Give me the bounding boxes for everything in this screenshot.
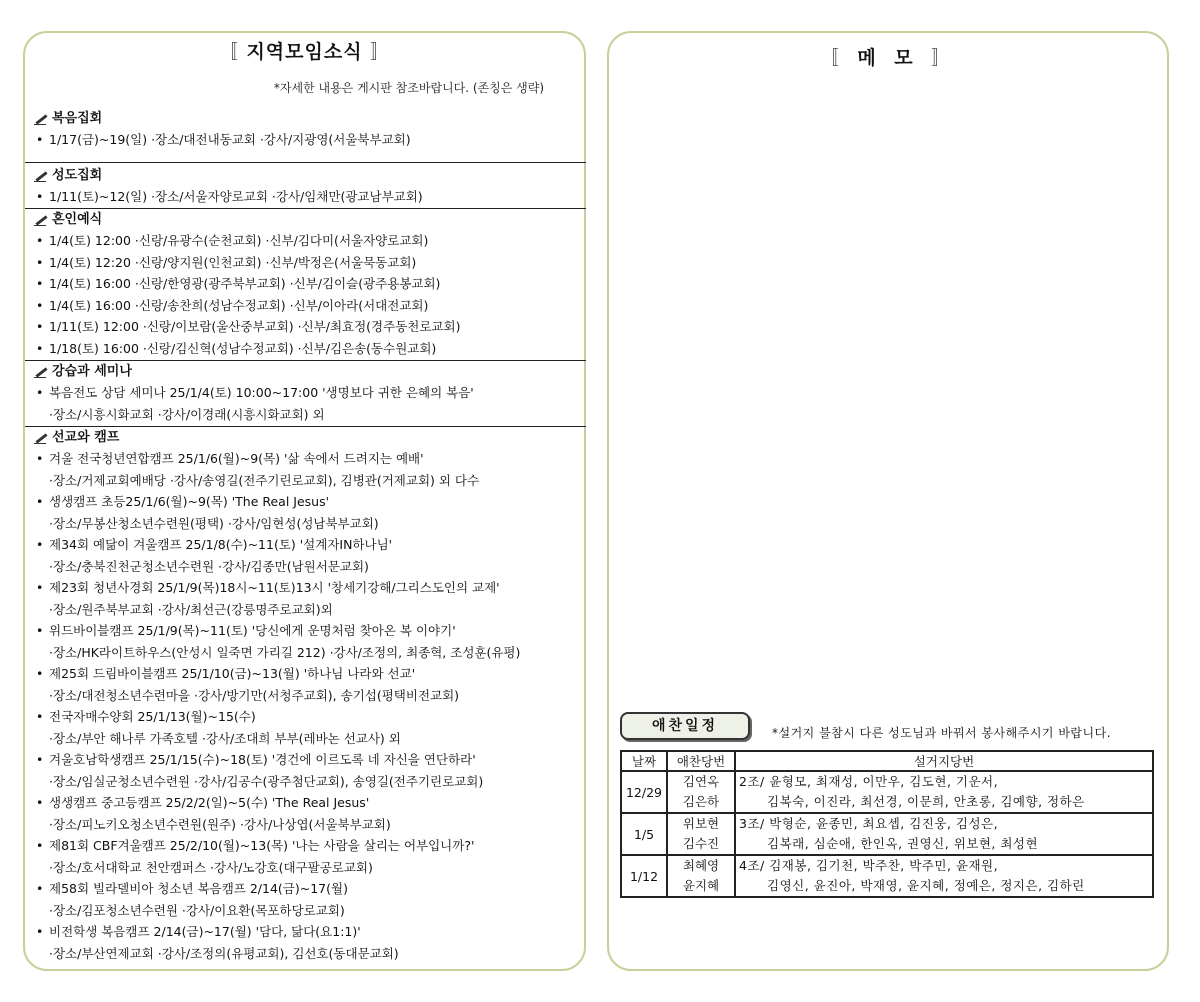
pencil-icon: [34, 431, 48, 445]
meal-duty-name: 김수진: [682, 836, 720, 851]
item-text: 1/4(토) 16:00 ·신랑/한영광(광주북부교회) ·신부/김이슬(광주용봉교회): [49, 276, 441, 291]
title-bracket-open: 〚: [819, 47, 845, 69]
dish-duty-line: 김복숙, 이진라, 최선경, 이문희, 안초롱, 김예향, 정하은: [767, 794, 1085, 809]
bullet-icon: •: [36, 838, 44, 853]
bullet-icon: •: [36, 580, 44, 595]
bullet-icon: •: [36, 924, 44, 939]
schedule-label: 애찬일정: [620, 712, 750, 740]
schedule-note: *설거지 불참시 다른 성도님과 바꿔서 봉사해주시기 바랍니다.: [772, 726, 1112, 740]
item-text: 제34회 예닮이 겨울캠프 25/1/8(수)~11(토) '설계자IN하나님': [49, 537, 393, 552]
memo-title-text: 메 모: [857, 47, 919, 69]
section-heading: [25, 166, 586, 186]
item-text: 위드바이블캠프 25/1/9(목)~11(토) '당신에게 운명처럼 찾아온 복 이야기': [49, 623, 456, 638]
item-text: 1/11(토) 12:00 ·신랑/이보람(울산중부교회) ·신부/최효정(경주동천로교회): [49, 319, 461, 334]
row-date: 1/5: [621, 813, 667, 855]
header-dish-duty: 설거지당번: [735, 751, 1153, 771]
schedule-table: [620, 750, 1154, 898]
list-item: [25, 663, 586, 685]
table-row: [621, 771, 1153, 813]
bullet-icon: •: [36, 881, 44, 896]
section-heading: [25, 210, 586, 230]
title-bracket-close: 〛: [370, 41, 391, 63]
section-title: 복음집회: [52, 111, 103, 126]
list-item: [25, 706, 586, 728]
dish-duty-line: 김영신, 윤진아, 박재영, 윤지혜, 정예은, 정지은, 김하린: [767, 878, 1085, 893]
bullet-icon: •: [36, 276, 44, 291]
bullet-icon: •: [36, 297, 44, 313]
list-item: [25, 186, 586, 208]
section-heading: [25, 109, 586, 129]
news-title: [25, 37, 584, 64]
section-heading: [25, 362, 586, 382]
section-title: 선교와 캠프: [52, 430, 120, 445]
item-text: 겨울호남학생캠프 25/1/15(수)~18(토) '경건에 이르도록 네 자신을 연단하라': [49, 752, 476, 767]
list-item: [25, 252, 586, 274]
section-title: 성도집회: [52, 168, 103, 183]
item-text: 1/17(금)~19(일) ·장소/대전내동교회 ·강사/지광영(서울북부교회): [49, 132, 411, 147]
item-text: 복음전도 상담 세미나 25/1/4(토) 10:00~17:00 '생명보다 귀한 은혜의 복음': [49, 385, 474, 400]
dish-duty-line: 3조/ 박형순, 윤종민, 최요셉, 김진웅, 김성은,: [739, 816, 999, 831]
item-text: 제58회 빌라델비아 청소년 복음캠프 2/14(금)~17(월): [49, 881, 348, 896]
table-row: [621, 813, 1153, 855]
item-text: 1/4(토) 12:20 ·신랑/양지원(인천교회) ·신부/박정은(서울묵동교회): [49, 254, 417, 270]
section-title: 혼인예식: [52, 212, 103, 227]
list-item: [25, 878, 586, 900]
item-text: 비전학생 복음캠프 2/14(금)~17(월) '담다, 닮다(요1:1)': [49, 924, 361, 939]
row-meal-duty: [667, 771, 735, 813]
bullet-icon: •: [36, 254, 44, 270]
list-item-detail: ·장소/충북진천군청소년수련원 ·강사/김종만(남원서문교회): [49, 558, 369, 574]
pencil-icon: [34, 213, 48, 227]
bullet-icon: •: [36, 666, 44, 681]
bullet-icon: •: [36, 795, 44, 810]
section-gospel-meeting: [25, 109, 586, 151]
bullet-icon: •: [36, 189, 44, 204]
item-text: 전국자매수양회 25/1/13(월)~15(수): [49, 709, 256, 724]
bullet-icon: •: [36, 623, 44, 638]
row-meal-duty: [667, 855, 735, 897]
section-missions-camps: [25, 426, 586, 964]
item-text: 1/4(토) 12:00 ·신랑/유광수(순천교회) ·신부/김다미(서울자양로교회): [49, 233, 429, 248]
list-item-detail: ·장소/임실군청소년수련원 ·강사/김공수(광주첨단교회), 송영길(전주기린로교회): [49, 773, 484, 789]
list-item-detail: ·장소/부산연제교회 ·강사/조정의(유평교회), 김선호(동대문교회): [49, 945, 399, 961]
header-date: 날짜: [621, 751, 667, 771]
row-dish-duty: [735, 813, 1153, 855]
bullet-icon: •: [36, 752, 44, 767]
meal-duty-name: 최혜영: [682, 858, 720, 873]
dish-duty-line: 2조/ 윤형모, 최재성, 이만우, 김도현, 기운서,: [739, 774, 999, 789]
list-item: [25, 338, 586, 360]
list-item-detail: ·장소/시흥시화교회 ·강사/이경래(시흥시화교회) 외: [49, 406, 325, 422]
list-item-detail: ·장소/HK라이트하우스(안성시 일죽면 가리길 212) ·강사/조정의, 최종혁, 조성훈(유평): [49, 644, 521, 660]
list-item: [25, 491, 586, 513]
list-item: [25, 534, 586, 556]
list-item-detail: ·장소/원주북부교회 ·강사/최선근(강릉명주로교회)외: [49, 601, 333, 617]
bullet-icon: •: [36, 233, 44, 248]
bullet-icon: •: [36, 340, 44, 356]
item-text: 생생캠프 중고등캠프 25/2/2(일)~5(수) 'The Real Jesus': [49, 795, 370, 810]
item-text: 1/11(토)~12(일) ·장소/서울자양로교회 ·강사/임채만(광교남부교회): [49, 189, 423, 204]
title-bracket-close: 〛: [931, 47, 957, 69]
list-item: [25, 448, 586, 470]
list-item: [25, 316, 586, 338]
table-header-row: [621, 751, 1153, 771]
section-title: 강습과 세미나: [52, 364, 132, 379]
dish-duty-line: 4조/ 김재봉, 김기천, 박주찬, 박주민, 윤재원,: [739, 858, 999, 873]
meal-duty-name: 위보현: [682, 816, 720, 831]
item-text: 겨울 전국청년연합캠프 25/1/6(월)~9(목) '삶 속에서 드려지는 예배': [49, 451, 424, 466]
list-item-detail: ·장소/호서대학교 천안캠퍼스 ·강사/노강호(대구팔공로교회): [49, 859, 373, 875]
list-item-detail: ·장소/거제교회예배당 ·강사/송영길(전주기린로교회), 김병관(거제교회) 외 다수: [49, 472, 480, 488]
row-meal-duty: [667, 813, 735, 855]
list-item-detail: ·장소/부안 해나루 가족호텔 ·강사/조대희 부부(레바논 선교사) 외: [49, 730, 401, 746]
bullet-icon: •: [36, 319, 44, 334]
bullet-icon: •: [36, 494, 44, 509]
table-row: [621, 855, 1153, 897]
meal-duty-name: 김연옥: [682, 774, 720, 789]
dish-duty-line: 김복래, 심순애, 한인옥, 권영신, 위보현, 최성현: [767, 836, 1039, 851]
list-item: [25, 835, 586, 857]
meal-duty-name: 김은하: [682, 794, 720, 809]
item-text: 1/18(토) 16:00 ·신랑/김신혁(성남수정교회) ·신부/김은송(동수원교회): [49, 340, 437, 356]
meal-duty-name: 윤지혜: [682, 878, 720, 893]
section-seminars: [25, 360, 586, 425]
section-heading: [25, 428, 586, 448]
row-date: 1/12: [621, 855, 667, 897]
list-item-detail: ·장소/피노키오청소년수련원(원주) ·강사/나상엽(서울북부교회): [49, 816, 391, 832]
item-text: 제25회 드림바이블캠프 25/1/10(금)~13(월) '하나님 나라와 선교': [49, 666, 416, 681]
list-item: [25, 382, 586, 404]
list-item-detail: ·장소/대전청소년수련마을 ·강사/방기만(서청주교회), 송기섭(평택비전교회): [49, 687, 460, 703]
bullet-icon: •: [36, 451, 44, 466]
pencil-icon: [34, 365, 48, 379]
list-item: [25, 921, 586, 943]
bullet-icon: •: [36, 537, 44, 552]
list-item: [25, 230, 586, 252]
list-item: [25, 577, 586, 599]
news-panel: [23, 31, 586, 971]
list-item: [25, 749, 586, 771]
list-item-detail: ·장소/김포청소년수련원 ·강사/이요환(목포하당로교회): [49, 902, 345, 918]
row-dish-duty: [735, 771, 1153, 813]
news-title-text: 지역모임소식: [246, 41, 363, 63]
item-text: 1/4(토) 16:00 ·신랑/송찬희(성남수정교회) ·신부/이아라(서대전교회): [49, 297, 429, 313]
list-item: [25, 273, 586, 295]
title-bracket-open: 〚: [218, 41, 239, 63]
memo-title: [609, 43, 1167, 70]
list-item: [25, 295, 586, 317]
list-item: [25, 620, 586, 642]
pencil-icon: [34, 112, 48, 126]
news-note: *자세한 내용은 게시판 참조바랍니다. (존칭은 생략): [273, 81, 544, 95]
list-item: [25, 129, 586, 151]
header-meal-duty: 애찬당번: [667, 751, 735, 771]
row-dish-duty: [735, 855, 1153, 897]
item-text: 생생캠프 초등25/1/6(월)~9(목) 'The Real Jesus': [49, 494, 330, 509]
bullet-icon: •: [36, 709, 44, 724]
section-weddings: [25, 208, 586, 359]
item-text: 제23회 청년사경회 25/1/9(목)18시~11(토)13시 '창세기강해/그리스도인의 교제': [49, 580, 500, 595]
item-text: 제81회 CBF겨울캠프 25/2/10(월)~13(목) '나는 사람을 살리는 어부입니까?': [49, 838, 475, 853]
list-item: [25, 792, 586, 814]
bullet-icon: •: [36, 132, 44, 147]
pencil-icon: [34, 169, 48, 183]
row-date: 12/29: [621, 771, 667, 813]
bullet-icon: •: [36, 385, 44, 400]
list-item-detail: ·장소/무봉산청소년수련원(평택) ·강사/임현성(성남북부교회): [49, 515, 379, 531]
section-saints-meeting: [25, 162, 586, 208]
